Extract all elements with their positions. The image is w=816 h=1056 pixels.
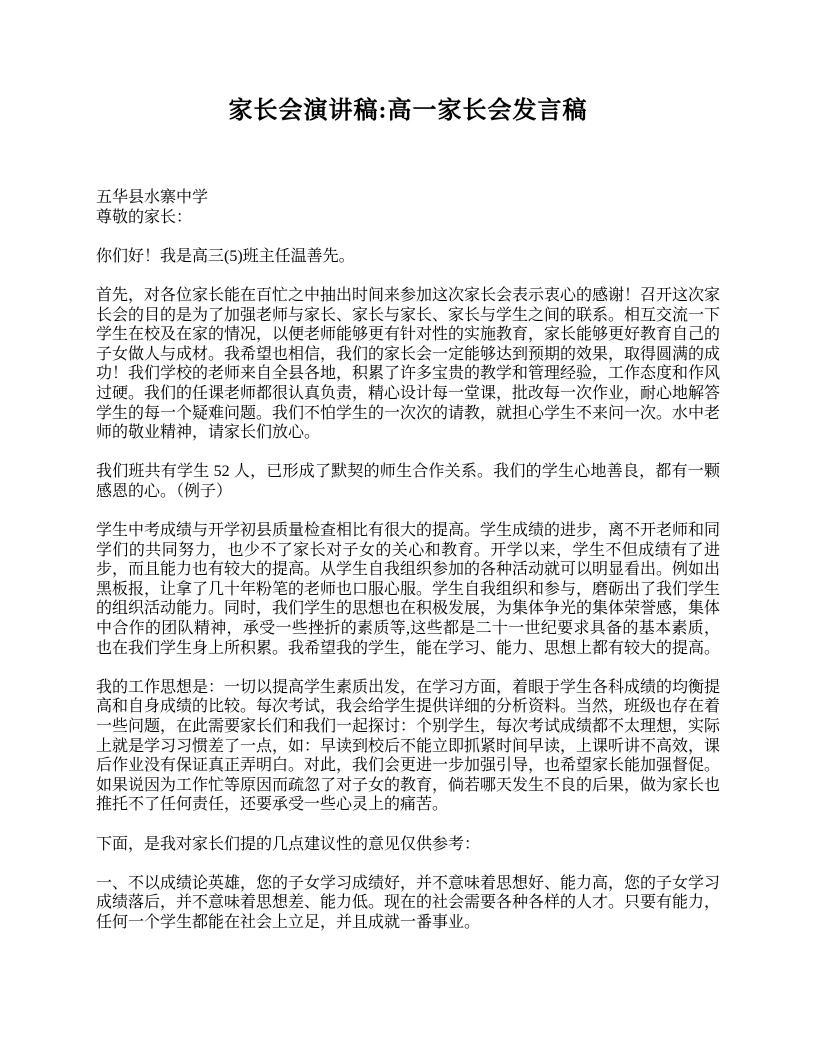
paragraph: 你们好！我是高三(5)班主任温善先。 [96, 247, 355, 265]
school-name: 五华县水寨中学 [96, 189, 209, 206]
document-body [96, 247, 720, 933]
paragraph: 一、不以成绩论英雄，您的子女学习成绩好，并不意味着思想好、能力高，您的子女学习成绩落后，并不意味着思想差、能力低。现在的社会需要各种各样的人才。只要有能力，任何一个学生都能在社会上立足，并且成就一番事业。 [96, 874, 721, 931]
paragraph: 学生中考成绩与开学初县质量检查相比有很大的提高。学生成绩的进步，离不开老师和同学们的共同努力，也少不了家长对子女的关心和教育。开学以来，学生不但成绩有了进步，而且能力也有较大的提高。从学生自我组织参加的各种活动就可以明显看出。例如出黑板报，让拿了几十年粉笔的老师也口服心服。学生自我组织和参与，磨砺出了我们学生的组织活动能力。同时，我们学生的思想也在积极发展，为集体争光的集体荣誉感，集体中合作的团队精神，承受一些挫折的素质等,这些都是二十一世纪要求具备的基本素质，也在我们学生身上所积累。我希望我的学生，能在学习、能力、思想上都有较大的提高。 [96, 522, 721, 657]
document-title: 家长会演讲稿:高一家长会发言稿 [228, 98, 588, 124]
paragraph: 我的工作思想是：一切以提高学生素质出发，在学习方面，着眼于学生各科成绩的均衡提高和自身成绩的比较。每次考试，我会给学生提供详细的分析资料。当然，班级也存在着一些问题，在此需要家长们和我们一起探讨：个别学生，每次考试成绩都不太理想，实际上就是学习习惯差了一点，如：早读到校后不能立即抓紧时间早读，上课听讲不高效，课后作业没有保证真正弄明白。对此，我们会更进一步加强引导，也希望家长能加强督促。如果说因为工作忙等原因而疏忽了对子女的教育，倘若哪天发生不良的后果，做为家长也推托不了任何责任，还要承受一些心灵上的痛苦。 [96, 678, 721, 814]
paragraph: 我们班共有学生 52 人，已形成了默契的师生合作关系。我们的学生心地善良，都有一颗感恩的心。（例子） [96, 463, 720, 500]
paragraph: 首先，对各位家长能在百忙之中抽出时间来参加这次家长会表示衷心的感谢！召开这次家长会的目的是为了加强老师与家长、家长与家长、家长与学生之间的联系。相互交流一下学生在校及在家的情况，以便老师能够更有针对性的实施教育，家长能够更好教育自己的子女做人与成材。我希望也相信，我们的家长会一定能够达到预期的效果，取得圆满的成功！我们学校的老师来自全县各地，积累了许多宝贵的教学和管理经验，工作态度和作风过硬。我们的任课老师都很认真负责，精心设计每一堂课，批改每一次作业，耐心地解答学生的每一个疑难问题。我们不怕学生的一次次的请教，就担心学生不来问一次。水中老师的敬业精神，请家长们放心。 [96, 286, 721, 442]
salutation: 尊敬的家长： [96, 208, 193, 226]
paragraph: 下面，是我对家长们提的几点建议性的意见仅供参考： [96, 835, 481, 853]
